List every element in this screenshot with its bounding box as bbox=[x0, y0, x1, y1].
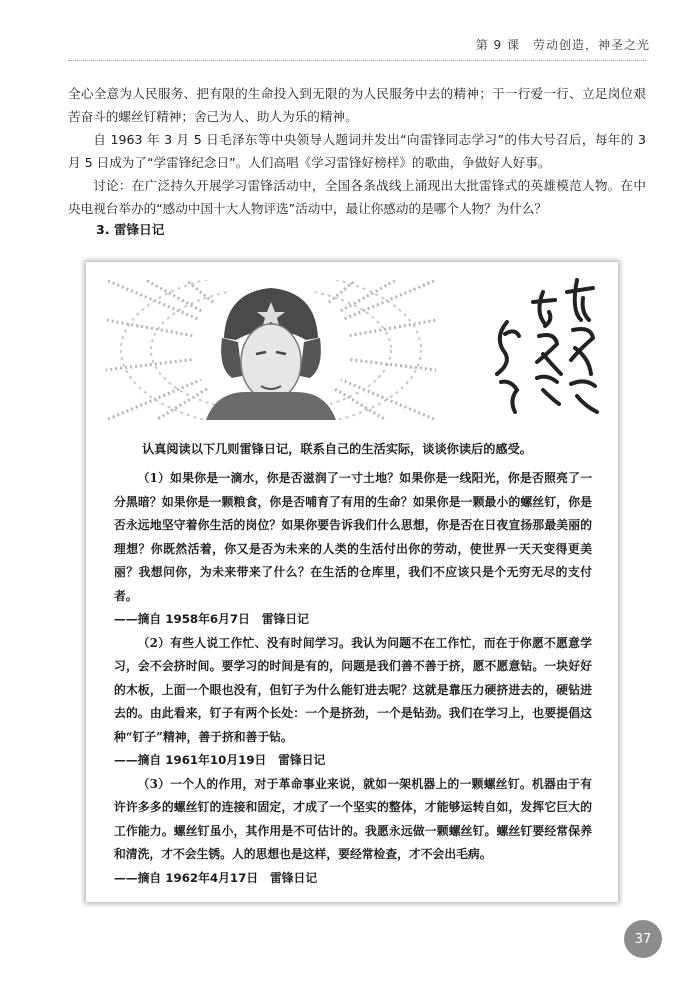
calligraphy-inscription-image bbox=[481, 272, 601, 422]
diary-card bbox=[86, 262, 618, 902]
diary-entry-text: （3）一个人的作用，对于革命事业来说，就如一架机器上的一颗螺丝钉。机器由于有许许多多的螺丝钉的连接和固定，才成了一个坚实的整体，才能够运转自如，发挥它巨大的工作能力。螺丝钉虽小，其作用是不可估计的。我愿永远做一颗螺丝钉。螺丝钉要经常保养和清洗，才不会生锈。人的思想也是这样，要经常检查，才不会出毛病。 bbox=[114, 776, 592, 861]
paragraph: 自 1963 年 3 月 5 日毛泽东等中央领导人题词并发出“向雷锋同志学习”的伟大号召后，每年的 3 月 5 日成为了“学雷锋纪念日”。人们高唱《学习雷锋好榜样》的歌曲，争做好人好事。 bbox=[68, 132, 646, 170]
lesson-header: 第 9 课 劳动创造，神圣之光 bbox=[475, 38, 650, 52]
page-number-badge: 37 bbox=[624, 920, 662, 958]
section-heading: 3. 雷锋日记 bbox=[96, 222, 165, 237]
diary-intro: 认真阅读以下几则雷锋日记，联系自己的生活实际，谈谈你读后的感受。 bbox=[142, 442, 532, 456]
diary-entry-signature: ——摘自 1962年4月17日 雷锋日记 bbox=[114, 870, 318, 885]
diary-entry-signature: ——摘自 1961年10月19日 雷锋日记 bbox=[114, 753, 326, 767]
paragraph: 全心全意为人民服务、把有限的生命投入到无限的为人民服务中去的精神；干一行爱一行、立足岗位艰苦奋斗的螺丝钉精神；舍己为人、助人为乐的精神。 bbox=[68, 86, 646, 124]
lei-feng-portrait-image bbox=[106, 280, 436, 420]
diary-entry-text: （1）如果你是一滴水，你是否滋润了一寸土地？如果你是一线阳光，你是否照亮了一分黑暗？如果你是一颗粮食，你是否哺育了有用的生命？如果你是一颗最小的螺丝钉，你是否永远地坚守着你生活的岗位？如果你要告诉我们什么思想，你是否在日夜宣扬那最美丽的理想？你既然活着，你又是否为未来的人类的生活付出你的劳动，使世界一天天变得更美丽？我想问你，为未来带来了什么？在生活的仓库里，我们不应该只是个无穷无尽的支付者。 bbox=[114, 471, 592, 603]
header-divider bbox=[68, 60, 646, 61]
diary-entries bbox=[114, 467, 592, 890]
body-text bbox=[68, 82, 646, 220]
calligraphy-text: 向雷锋同志学习 毛泽东 bbox=[481, 272, 492, 273]
discussion-paragraph: 讨论：在广泛持久开展学习雷锋活动中，全国各条战线上涌现出大批雷锋式的英雄模范人物。在中央电视台举办的“感动中国十大人物评选”活动中，最让你感动的是哪个人物？为什么？ bbox=[68, 178, 646, 216]
diary-entry-signature: ——摘自 1958年6月7日 雷锋日记 bbox=[114, 612, 309, 626]
diary-entry-text: （2）有些人说工作忙、没有时间学习。我认为问题不在工作忙，而在于你愿不愿意学习，会不会挤时间。要学习的时间是有的，问题是我们善不善于挤，愿不愿意钻。一块好好的木板，上面一个眼也没有，但钉子为什么能钉进去呢？这就是靠压力硬挤进去的，硬钻进去的。由此看来，钉子有两个长处：一个是挤劲，一个是钻劲。我们在学习上，也要提倡这种“钉子”精神，善于挤和善于钻。 bbox=[114, 635, 592, 744]
